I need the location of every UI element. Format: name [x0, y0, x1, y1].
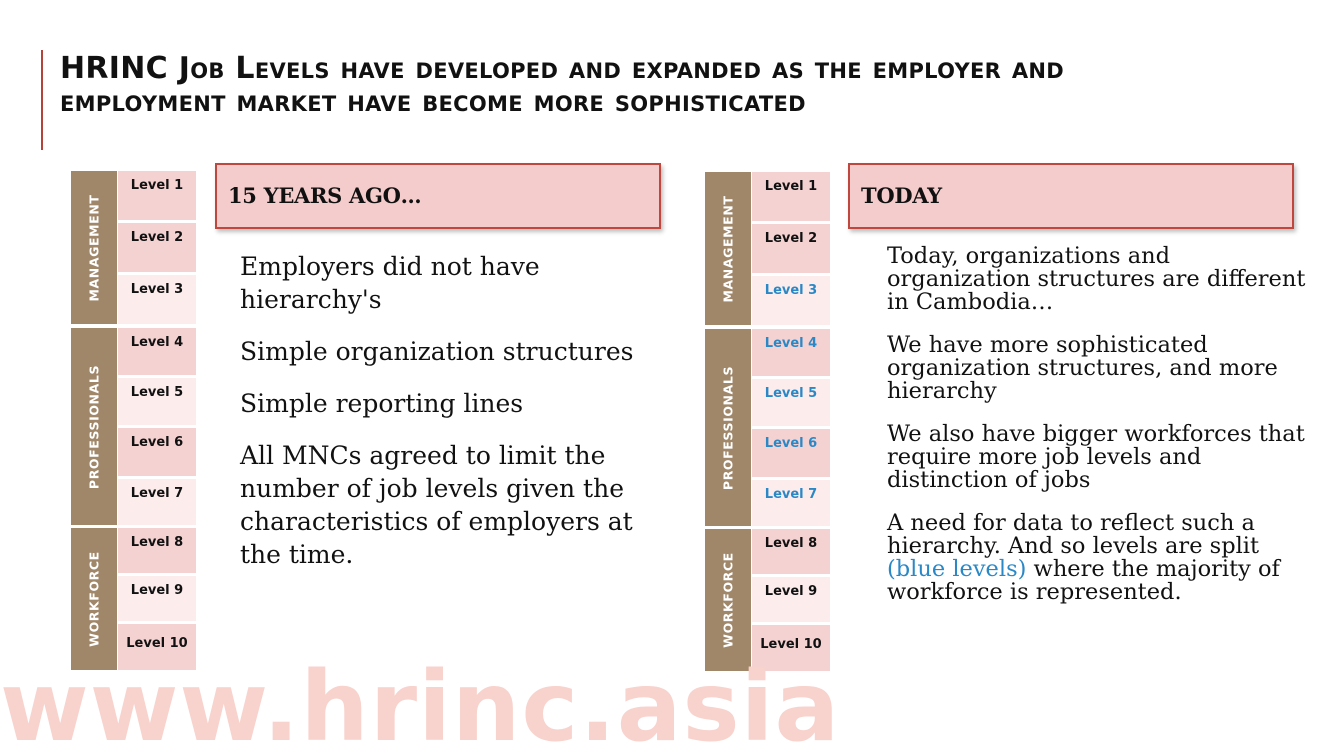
blue-levels-note: (blue levels): [887, 556, 1027, 582]
level-4: Level 4: [752, 329, 830, 376]
group-management-label: MANAGEMENT: [86, 193, 102, 302]
right-text-block: [887, 245, 1307, 624]
level-1: Level 1: [752, 172, 830, 221]
level-9: Level 9: [752, 577, 830, 622]
level-8: Level 8: [752, 529, 830, 574]
right-point-last-end: where the majority of workforce is represented.: [887, 556, 1280, 605]
level-6: Level 6: [118, 428, 196, 476]
level-4: Level 4: [118, 328, 196, 375]
right-point: Today, organizations and organization structures are different in Cambodia…: [887, 243, 1306, 315]
level-6: Level 6: [752, 429, 830, 477]
group-management: [71, 171, 117, 324]
page-title-line-2: employment market have become more sophisticated: [60, 84, 806, 119]
level-5: Level 5: [752, 379, 830, 426]
right-point: We also have bigger workforces that require more job levels and distinction of jobs: [887, 421, 1305, 493]
right-header-label: TODAY: [861, 183, 942, 208]
level-3: Level 3: [752, 276, 830, 325]
group-professionals-label: PROFESSIONALS: [720, 365, 736, 490]
page-title-line-1: HRINC Job Levels have developed and expanded as the employer and: [60, 51, 1065, 86]
left-level-table: [71, 171, 197, 670]
level-10: Level 10: [118, 624, 196, 670]
right-header-box: [848, 163, 1294, 229]
right-point-last-start: A need for data to reflect such a hierarchy. And so levels are split: [887, 510, 1260, 559]
level-9: Level 9: [118, 576, 196, 621]
group-workforce-label: WORKFORCE: [720, 552, 736, 648]
right-point: We have more sophisticated organization structures, and more hierarchy: [887, 332, 1278, 404]
level-5: Level 5: [118, 378, 196, 425]
group-workforce: [71, 528, 117, 670]
group-workforce: [705, 529, 751, 671]
left-header-label: 15 YEARS AGO…: [228, 183, 422, 208]
level-7: Level 7: [118, 479, 196, 525]
right-point-last: [887, 512, 1307, 604]
level-8: Level 8: [118, 528, 196, 573]
level-2: Level 2: [118, 223, 196, 272]
right-level-table: [705, 172, 831, 671]
left-point: Employers did not have hierarchy's: [240, 252, 540, 314]
left-text-block: [240, 250, 660, 590]
level-3: Level 3: [118, 275, 196, 324]
level-10: Level 10: [752, 625, 830, 671]
group-professionals: [71, 328, 117, 525]
group-management: [705, 172, 751, 325]
left-header-box: [215, 163, 661, 229]
group-management-label: MANAGEMENT: [720, 194, 736, 303]
level-7: Level 7: [752, 480, 830, 526]
left-point: Simple organization structures: [240, 337, 634, 366]
left-point: All MNCs agreed to limit the number of job levels given the characteristics of employers at the time.: [240, 441, 633, 569]
website-watermark: www.hrinc.asia: [0, 651, 841, 750]
group-workforce-label: WORKFORCE: [86, 551, 102, 647]
title-accent-bar: [41, 50, 43, 150]
page-title: [60, 52, 1300, 118]
level-2: Level 2: [752, 224, 830, 273]
level-1: Level 1: [118, 171, 196, 220]
group-professionals-label: PROFESSIONALS: [86, 364, 102, 489]
left-point: Simple reporting lines: [240, 389, 524, 418]
group-professionals: [705, 329, 751, 526]
